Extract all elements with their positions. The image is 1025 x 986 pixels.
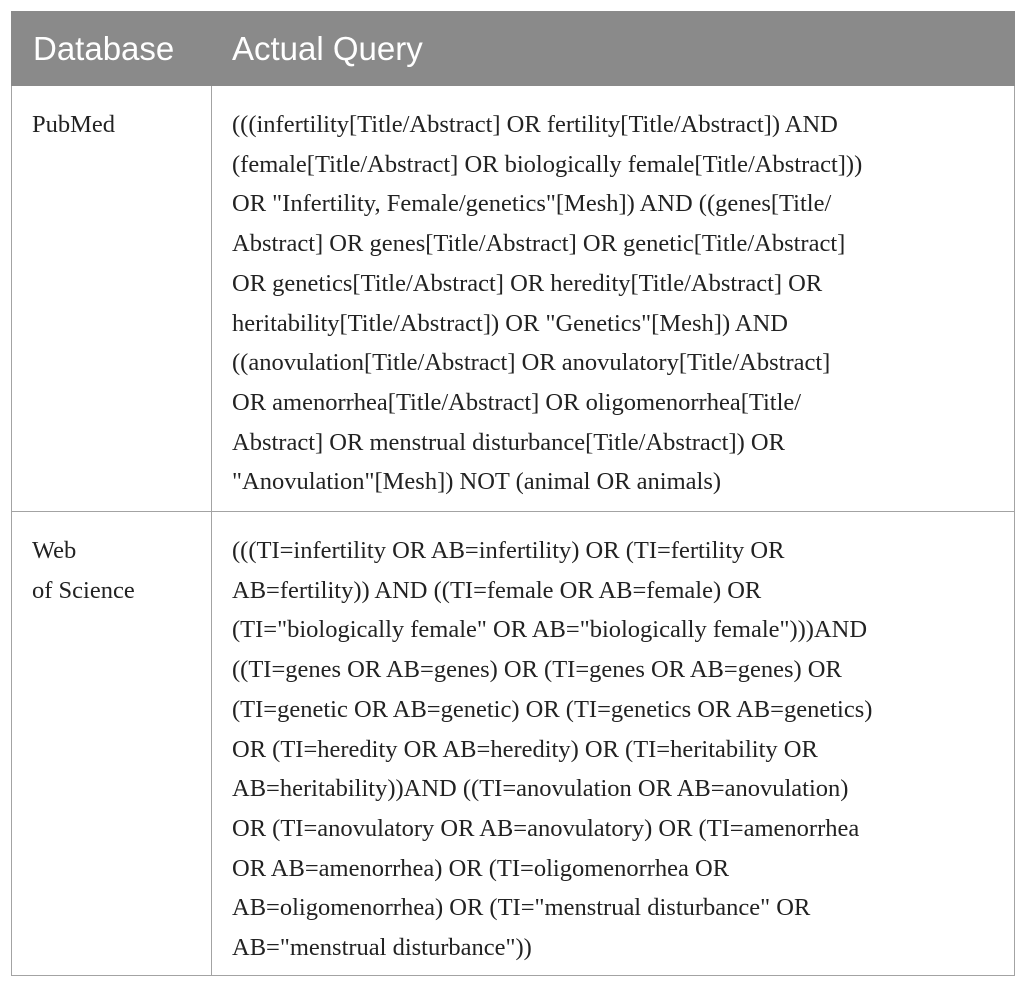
query-line: OR amenorrhea[Title/Abstract] OR oligomenorrhea[Title/ bbox=[232, 388, 802, 416]
query-line: (((infertility[Title/Abstract] OR fertility[Title/Abstract]) AND bbox=[232, 111, 838, 138]
query-line: Abstract] OR menstrual disturbance[Title/Abstract]) OR bbox=[232, 428, 785, 456]
query-line: AB=fertility)) AND ((TI=female OR AB=female) OR bbox=[232, 576, 762, 604]
query-line: OR genetics[Title/Abstract] OR heredity[Title/Abstract] OR bbox=[232, 269, 823, 297]
query-cell-web-of-science bbox=[212, 512, 1015, 976]
query-line: AB=oligomenorrhea) OR (TI="menstrual disturbance" OR bbox=[232, 894, 811, 922]
query-cell-pubmed bbox=[212, 86, 1015, 512]
database-name-line: of Science bbox=[32, 576, 135, 604]
query-line: ((TI=genes OR AB=genes) OR (TI=genes OR AB=genes) OR bbox=[232, 656, 842, 684]
query-line: OR (TI=heredity OR AB=heredity) OR (TI=heritability OR bbox=[232, 735, 818, 763]
query-line: ((anovulation[Title/Abstract] OR anovulatory[Title/Abstract] bbox=[232, 349, 831, 377]
query-line: OR "Infertility, Female/genetics"[Mesh]) AND ((genes[Title/ bbox=[232, 190, 832, 218]
database-cell-pubmed bbox=[12, 86, 212, 512]
header-database: Database bbox=[12, 12, 212, 86]
query-line: (((TI=infertility OR AB=infertility) OR (TI=fertility OR bbox=[232, 537, 785, 564]
query-line: OR (TI=anovulatory OR AB=anovulatory) OR (TI=amenorrhea bbox=[232, 814, 860, 842]
query-line: heritability[Title/Abstract]) OR "Genetics"[Mesh]) AND bbox=[232, 309, 788, 337]
query-line: OR AB=amenorrhea) OR (TI=oligomenorrhea OR bbox=[232, 854, 730, 882]
query-line: "Anovulation"[Mesh]) NOT (animal OR animals) bbox=[232, 468, 722, 496]
header-actual-query: Actual Query bbox=[212, 12, 1015, 86]
search-query-table bbox=[11, 11, 1015, 976]
table-row bbox=[12, 512, 1015, 976]
query-line: AB=heritability))AND ((TI=anovulation OR AB=anovulation) bbox=[232, 775, 849, 803]
query-line: Abstract] OR genes[Title/Abstract] OR genetic[Title/Abstract] bbox=[232, 230, 846, 258]
table-header-row bbox=[12, 12, 1015, 86]
table-row bbox=[12, 86, 1015, 512]
query-line: (TI="biologically female" OR AB="biologically female")))AND bbox=[232, 616, 868, 644]
database-cell-web-of-science bbox=[12, 512, 212, 976]
query-line: (TI=genetic OR AB=genetic) OR (TI=genetics OR AB=genetics) bbox=[232, 695, 873, 723]
database-name-line: Web bbox=[32, 537, 77, 564]
query-line: AB="menstrual disturbance")) bbox=[232, 934, 532, 962]
database-name-line: PubMed bbox=[32, 111, 116, 138]
query-line: (female[Title/Abstract] OR biologically female[Title/Abstract])) bbox=[232, 150, 863, 178]
